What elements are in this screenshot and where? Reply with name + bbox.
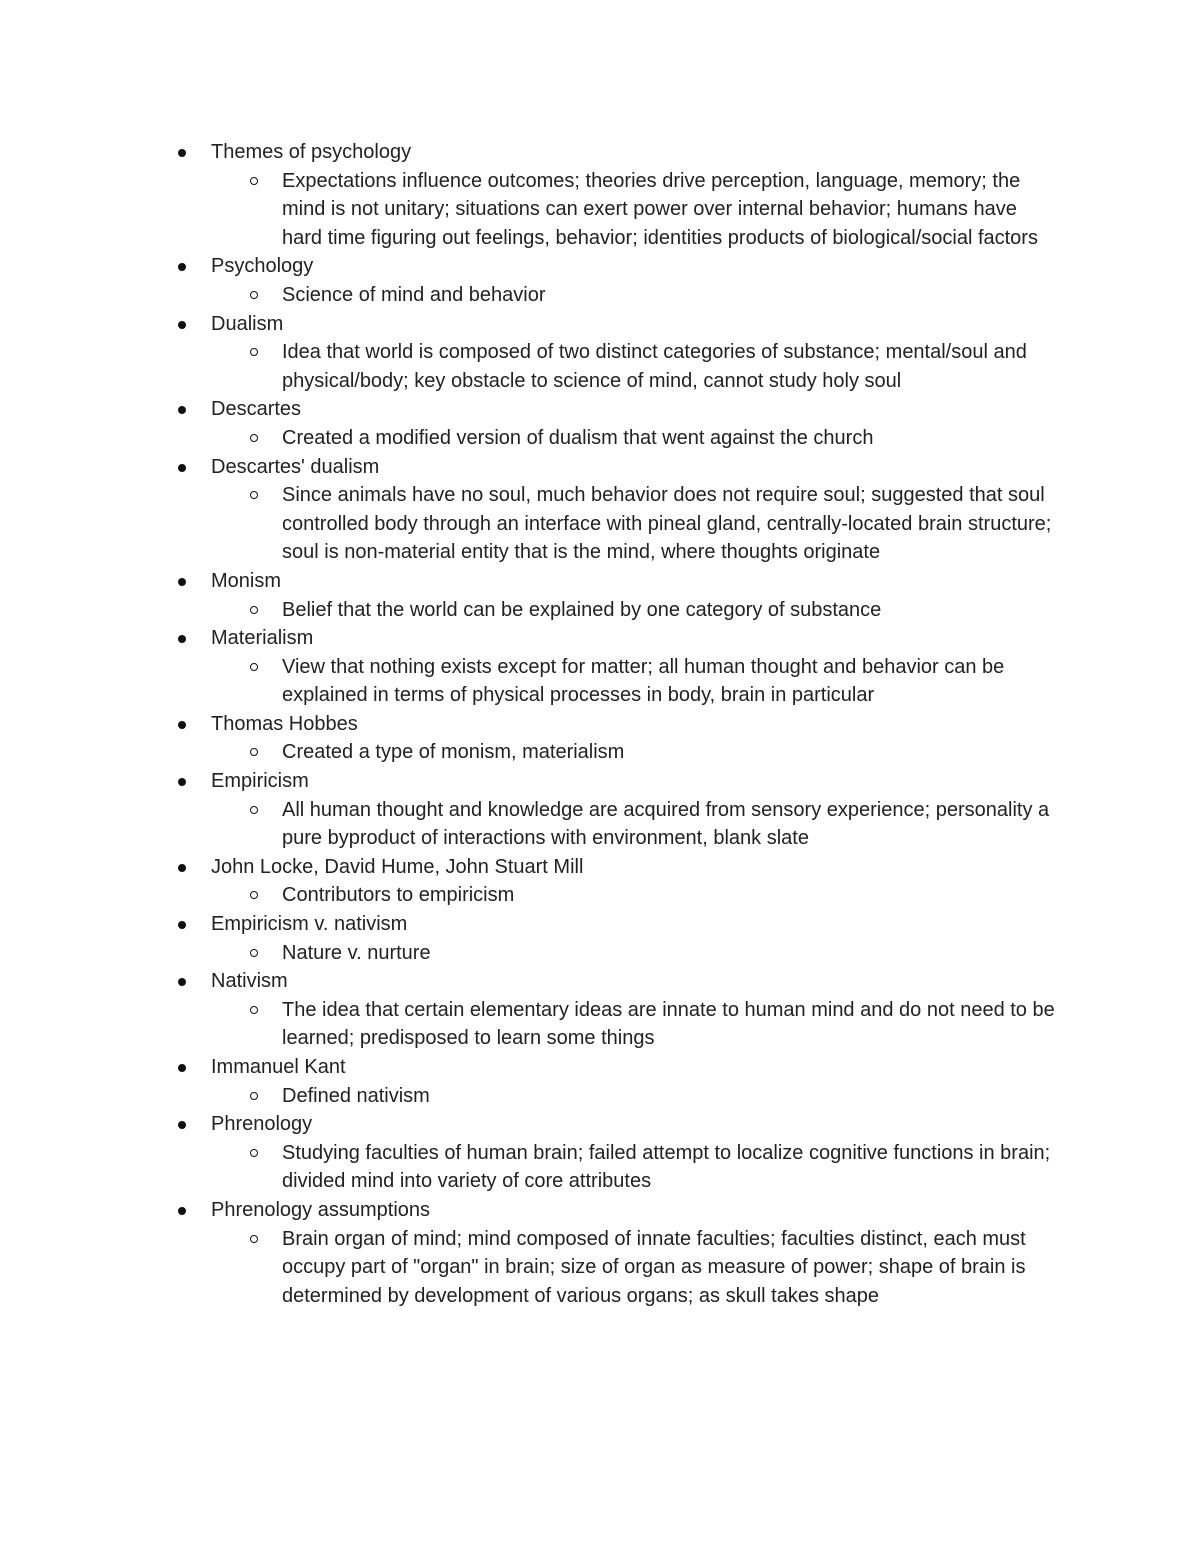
hollow-bullet-icon xyxy=(250,177,258,185)
definition-text: Studying faculties of human brain; failed attempt to localize cognitive functions in brain; divided mind into variety of core attributes xyxy=(282,1141,1051,1193)
hollow-bullet-icon xyxy=(250,806,258,814)
sub-list-item xyxy=(0,653,1062,710)
sub-list-item xyxy=(0,996,1062,1053)
sub-list-item xyxy=(0,167,1062,253)
sub-list-item xyxy=(0,281,1062,310)
hollow-bullet-icon xyxy=(250,491,258,499)
definition-text: Nature v. nurture xyxy=(282,941,431,964)
hollow-bullet-icon xyxy=(250,1092,258,1100)
bullet-icon xyxy=(178,321,186,329)
sub-list-item xyxy=(0,1225,1062,1311)
sub-list xyxy=(211,996,1200,1053)
hollow-bullet-icon xyxy=(250,291,258,299)
list-item xyxy=(0,1110,1200,1196)
sub-list-item xyxy=(0,481,1062,567)
term-label: Nativism xyxy=(211,970,288,993)
definition-text: Expectations influence outcomes; theories drive perception, language, memory; the mind is not unitary; situations can exert power over internal behavior; humans have hard time figuring out feelings, behavior; identities products of biological/social factors xyxy=(282,169,1038,249)
sub-list xyxy=(211,653,1200,710)
sub-list xyxy=(211,1082,1200,1111)
list-item xyxy=(0,853,1200,910)
definition-text: Brain organ of mind; mind composed of innate faculties; faculties distinct, each must occupy part of "organ" in brain; size of organ as measure of power; shape of brain is determined by development of various organs; as skull takes shape xyxy=(282,1227,1026,1307)
definition-text: Defined nativism xyxy=(282,1084,430,1107)
sub-list xyxy=(211,167,1200,253)
sub-list xyxy=(211,338,1200,395)
bullet-icon xyxy=(178,464,186,472)
sub-list xyxy=(211,424,1200,453)
list-item xyxy=(0,967,1200,1053)
definition-text: Since animals have no soul, much behavior does not require soul; suggested that soul controlled body through an interface with pineal gland, centrally-located brain structure; soul is non-material entity that is the mind, where thoughts originate xyxy=(282,484,1052,564)
term-label: Descartes xyxy=(211,398,302,421)
definition-text: The idea that certain elementary ideas are innate to human mind and do not need to be learned; predisposed to learn some things xyxy=(282,998,1055,1050)
bullet-icon xyxy=(178,921,186,929)
term-label: Immanuel Kant xyxy=(211,1056,346,1078)
term-label: Themes of psychology xyxy=(211,141,412,163)
definition-text: View that nothing exists except for matter; all human thought and behavior can be explained in terms of physical processes in body, brain in particular xyxy=(282,655,1005,707)
bullet-icon xyxy=(178,721,186,729)
definition-text: Idea that world is composed of two distinct categories of substance; mental/soul and physical/body; key obstacle to science of mind, cannot study holy soul xyxy=(282,341,1027,392)
hollow-bullet-icon xyxy=(250,434,258,442)
list-item xyxy=(0,567,1200,624)
hollow-bullet-icon xyxy=(250,891,258,899)
sub-list-item xyxy=(0,881,1062,910)
sub-list xyxy=(211,796,1200,853)
sub-list-item xyxy=(0,1139,1062,1196)
sub-list xyxy=(211,596,1200,625)
sub-list xyxy=(211,738,1200,767)
hollow-bullet-icon xyxy=(250,348,258,356)
sub-list-item xyxy=(0,424,1062,453)
bullet-icon xyxy=(178,978,186,986)
bullet-icon xyxy=(178,1207,186,1215)
list-item xyxy=(0,138,1200,252)
list-item xyxy=(0,1196,1200,1310)
sub-list xyxy=(211,881,1200,910)
hollow-bullet-icon xyxy=(250,606,258,614)
term-label: Empiricism v. nativism xyxy=(211,913,408,936)
term-label: Thomas Hobbes xyxy=(211,712,358,735)
list-item xyxy=(0,710,1200,767)
bullet-icon xyxy=(178,1064,186,1072)
definition-text: All human thought and knowledge are acquired from sensory experience; personality a pure byproduct of interactions with environment, blank slate xyxy=(282,798,1050,850)
document-page xyxy=(0,138,1200,1310)
sub-list xyxy=(211,1139,1200,1196)
bullet-icon xyxy=(178,406,186,414)
sub-list xyxy=(211,939,1200,968)
sub-list-item xyxy=(0,596,1062,625)
list-item xyxy=(0,767,1200,853)
sub-list-item xyxy=(0,939,1062,968)
hollow-bullet-icon xyxy=(250,949,258,957)
list-item xyxy=(0,453,1200,567)
list-item xyxy=(0,1053,1200,1110)
definition-text: Science of mind and behavior xyxy=(282,283,546,306)
list-item xyxy=(0,910,1200,967)
term-label: Phrenology xyxy=(211,1113,313,1136)
term-label: Materialism xyxy=(211,627,314,650)
sub-list-item xyxy=(0,796,1062,853)
list-item xyxy=(0,395,1200,452)
hollow-bullet-icon xyxy=(250,663,258,671)
sub-list xyxy=(211,481,1200,567)
sub-list-item xyxy=(0,338,1062,395)
term-label: Phrenology assumptions xyxy=(211,1198,431,1221)
sub-list xyxy=(211,281,1200,310)
hollow-bullet-icon xyxy=(250,1235,258,1243)
term-label: Dualism xyxy=(211,312,284,335)
list-item xyxy=(0,310,1200,396)
list-item xyxy=(0,252,1200,309)
sub-list xyxy=(211,1225,1200,1311)
bullet-icon xyxy=(178,864,186,872)
sub-list-item xyxy=(0,738,1062,767)
bullet-icon xyxy=(178,1121,186,1129)
bullet-icon xyxy=(178,778,186,786)
definition-text: Created a modified version of dualism that went against the church xyxy=(282,426,874,449)
bullet-icon xyxy=(178,263,186,271)
hollow-bullet-icon xyxy=(250,748,258,756)
bullet-icon xyxy=(178,635,186,643)
definition-text: Belief that the world can be explained by one category of substance xyxy=(282,598,882,621)
hollow-bullet-icon xyxy=(250,1006,258,1014)
term-label: Psychology xyxy=(211,255,314,278)
term-label: Empiricism xyxy=(211,770,309,793)
list-item xyxy=(0,624,1200,710)
term-label: Monism xyxy=(211,569,282,592)
definition-text: Created a type of monism, materialism xyxy=(282,741,625,764)
hollow-bullet-icon xyxy=(250,1149,258,1157)
definition-text: Contributors to empiricism xyxy=(282,884,515,907)
notes-outline xyxy=(0,138,1200,1310)
term-label: John Locke, David Hume, John Stuart Mill xyxy=(211,855,584,878)
sub-list-item xyxy=(0,1082,1062,1111)
bullet-icon xyxy=(178,578,186,586)
term-label: Descartes' dualism xyxy=(211,455,380,478)
bullet-icon xyxy=(178,149,186,157)
